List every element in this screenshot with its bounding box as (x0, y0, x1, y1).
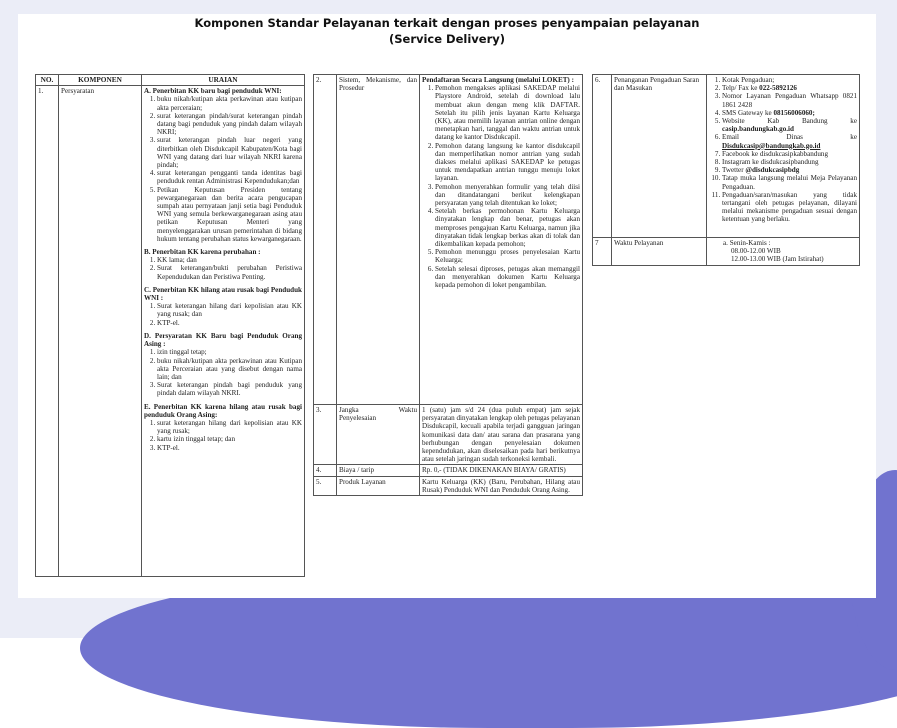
list-item: 3. KTP-el. (157, 444, 302, 452)
list-item: 3. Nomor Layanan Pengaduan Whatsapp 0821 1861 2428 (722, 92, 857, 108)
row6-no: 6. (593, 75, 612, 238)
website-link[interactable]: casip.bandungkab.go.id (722, 125, 794, 134)
list-item: 5. Website Kab Bandung ke casip.bandungkab.go.id (722, 117, 857, 133)
list-item: 2. Telp/ Fax ke 022-5892126 (722, 84, 857, 92)
header-komponen: KOMPONEN (59, 75, 142, 86)
table-prosedur (313, 74, 583, 496)
row3-komponen: Jangka Waktu Penyelesaian (337, 405, 420, 465)
row2-komponen: Sistem, Mekanisme, dan Prosedur (337, 75, 420, 405)
page-title: Komponen Standar Pelayanan terkait dengan proses penyampaian pelayanan (194, 16, 700, 30)
table-persyaratan (35, 74, 305, 577)
row2-no: 2. (314, 75, 337, 405)
schedule-days: Senin-Kamis : (729, 239, 771, 247)
section-b-heading: B. Penerbitan KK karena perubahan : (144, 248, 261, 257)
list-item: 9. Twetter @disdukcasipbdg (722, 166, 857, 174)
list-item: 6. Setelah selesai diproses, petugas akan memanggil dan menyerahkan dokumen Kartu Keluarga kepada pemohon di loket pengambilan. (435, 265, 580, 290)
schedule-hours: 08.00-12.00 WIB (731, 247, 781, 256)
list-item: 1. surat keterangan hilang dari kepolisian atau KK yang rusak; (157, 419, 302, 435)
list-item: 3. Surat keterangan pindah bagi penduduk yang pindah dalam wilayah NKRI. (157, 381, 302, 397)
list-item: 2. Pemohon datang langsung ke kantor disdukcapil dan memperlihatkan nomor antrian yang sudah diakses melalui aplikasi SAKEDAP ke petugas untuk mendapatkan antrian tunggu menuju loket layanan. (435, 142, 580, 183)
row7-komponen: Waktu Pelayanan (612, 238, 707, 266)
list-item: 1. buku nikah/kutipan akta perkawinan atau kutipan akta perceraian; (157, 95, 302, 111)
section-c-heading: C. Penerbitan KK hilang atau rusak bagi Penduduk WNI : (144, 285, 302, 303)
list-item: 3. Pemohon menyerahkan formulir yang telah diisi dan ditandatangani berikut kelengkapan persyaratan yang telah ditentukan ke loket; (435, 183, 580, 208)
row7-no: 7 (593, 238, 612, 266)
row4-uraian: Rp. 0,- (TIDAK DIKENAKAN BIAYA/ GRATIS) (420, 465, 583, 476)
row5-no: 5. (314, 476, 337, 495)
list-item: 3. surat keterangan pindah luar negeri yang diterbitkan oleh Disdukcapil Kabupaten/Kota bagi WNI yang datang dari luar wilayah NKRI karena pindah; (157, 136, 302, 169)
row7-uraian: a. Senin-Kamis : 08.00-12.00 WIB 12.00-13.00 WIB (Jam Istirahat) (707, 238, 860, 266)
row6-uraian (707, 75, 860, 238)
row5-komponen: Produk Layanan (337, 476, 420, 495)
row4-komponen: Biaya / tarip (337, 465, 420, 476)
list-item: 1. Surat keterangan hilang dari kepolisian atau KK yang rusak; dan (157, 302, 302, 318)
row2-uraian (420, 75, 583, 405)
list-item: 1. Kotak Pengaduan; (722, 76, 857, 84)
page-subtitle: (Service Delivery) (388, 32, 506, 46)
list-item: 2. KTP-el. (157, 319, 302, 327)
row3-uraian: 1 (satu) jam s/d 24 (dua puluh empat) jam sejak persyaratan dinyatakan lengkap oleh petugas pelayanan Disdukcapil, kecuali apabila terjadi gangguan jaringan komunikasi data dan/ atau sarana dan prasarana yang berhubungan dengan penyelesaian dokumen kependudukan, akan diselesaikan pada hari berikutnya atau setelah jaringan sudah terkoneksi kembali. (420, 405, 583, 465)
phone-number: 022-5892126 (759, 84, 797, 93)
header-uraian: URAIAN (142, 75, 305, 86)
list-item: 2. kartu izin tinggal tetap; dan (157, 435, 302, 443)
list-item: 1. KK lama; dan (157, 256, 302, 264)
row1-komponen: Persyaratan (59, 86, 142, 577)
twitter-handle: @disdukcasipbdg (745, 166, 800, 175)
row3-no: 3. (314, 405, 337, 465)
list-item: 4. SMS Gateway ke 08156006060; (722, 109, 857, 117)
schedule-break: 12.00-13.00 WIB (Jam Istirahat) (731, 255, 824, 264)
list-item: 7. Facebook ke disdukcasipkabbandung (722, 150, 857, 158)
list-item: 4. surat keterangan pengganti tanda identitas bagi penduduk rentan Administrasi Kependudukan;dan (157, 169, 302, 185)
list-item: 11. Pengaduan/saran/masukan yang tidak tertangani oleh petugas pelayanan, dilayani melalui mekanisme pengaduan sesuai dengan ketentuan yang berlaku. (722, 191, 857, 224)
row6-komponen: Penanganan Pengaduan Saran dan Masukan (612, 75, 707, 238)
list-item: 10. Tatap muka langsung melalui Meja Pelayanan Pengaduan. (722, 174, 857, 190)
list-item: 1. izin tinggal tetap; (157, 348, 302, 356)
list-item: 8. Instagram ke disdukcasipbandung (722, 158, 857, 166)
row1-uraian (142, 86, 305, 577)
row5-uraian: Kartu Keluarga (KK) (Baru, Perubahan, Hilang atau Rusak) Penduduk WNI dan Penduduk Orang Asing. (420, 476, 583, 495)
row4-no: 4. (314, 465, 337, 476)
list-item: 2. buku nikah/kutipan akta perkawinan atau Kutipan akta Perceraian atau yang disebut dengan nama lain; dan (157, 357, 302, 382)
table-pengaduan (592, 74, 860, 266)
row1-no: 1. (36, 86, 59, 577)
list-item: 5. Pemohon menunggu proses penyelesaian Kartu Keluarga; (435, 248, 580, 264)
list-item: 6. Email Dinas ke Disdukcasip@bandungkab.go.id (722, 133, 857, 149)
section-e-heading: E. Penerbitan KK karena hilang atau rusak bagi penduduk Orang Asing: (144, 402, 302, 419)
list-item: 2. surat keterangan pindah/surat keterangan pindah datang bagi penduduk yang pindah dalam wilayah NKRI; (157, 112, 302, 137)
list-item: 5. Petikan Keputusan Presiden tentang pewarganegaraan dan berita acara pengucapan sumpah atau pernyataan janji setia bagi Penduduk WNI yang semula berkewarganegaraan asing atau petikan Keputusan Menteri yang menyelenggarakan urusan pemerintahan di bidang hukum tentang perubahan status kewarganegaraan. (157, 186, 302, 243)
header-no: NO. (36, 75, 59, 86)
sms-number: 08156006060; (773, 108, 815, 117)
list-item: 2. Surat keterangan/bukti perubahan Peristiwa Kependudukan dan Peristiwa Penting. (157, 264, 302, 280)
row2-intro: Pendaftaran Secara Langsung (melalui LOKET) : (422, 76, 574, 84)
section-a-heading: A. Penerbitan KK baru bagi penduduk WNI: (144, 87, 282, 96)
section-d-heading: D. Persyaratan KK Baru bagi Penduduk Orang Asing : (144, 331, 302, 349)
email-link[interactable]: Disdukcasip@bandungkab.go.id (722, 141, 821, 150)
list-item: 4. Setelah berkas permohonan Kartu Keluarga dinyatakan lengkap dan benar, petugas akan memproses pengajuan Kartu Keluarga, namun jika dinyatakan tidak lengkap berkas akan di tolak dan dikembalikan kepada pemohon; (435, 207, 580, 248)
list-item: 1. Pemohon mengakses aplikasi SAKEDAP melalui Playstore Android, setelah di download lalu membuat akun dengan meng klik DAFTAR. Setelah itu pilih jenis layanan Kartu Keluarga (KK), atau memilih layanan antrian online dengan menetapkan hari, tanggal dan waktu antrian untuk datang ke kantor Disdukcapil. (435, 84, 580, 141)
